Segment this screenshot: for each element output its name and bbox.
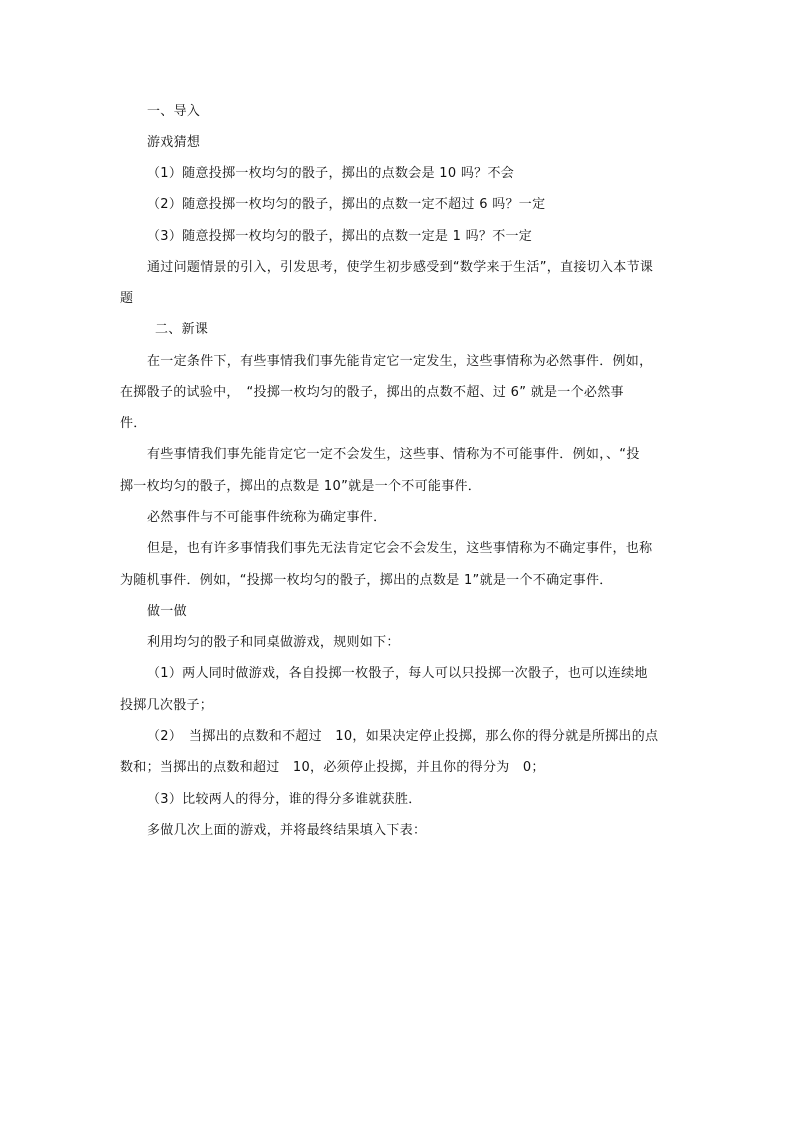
activity-intro: 利用均匀的骰子和同桌做游戏，规则如下： xyxy=(147,635,400,650)
game-guess-title: 游戏猜想 xyxy=(147,135,201,150)
definite-event-line: 必然事件与不可能事件统称为确定事件． xyxy=(147,510,387,525)
rule-1-line-2: 投掷几次骰子； xyxy=(120,698,214,713)
intro-paragraph-line-2: 题 xyxy=(120,291,134,306)
rule-3: （3）比较两人的得分，谁的得分多谁就获胜． xyxy=(147,792,422,807)
intro-paragraph-line-1: 通过问题情景的引入，引发思考，使学生初步感受到“数学来于生活”，直接切入本节课 xyxy=(147,260,654,275)
section-heading-new-lesson: 二、新课 xyxy=(155,322,209,337)
closing-instruction: 多做几次上面的游戏，并将最终结果填入下表： xyxy=(147,823,427,838)
section-heading-intro: 一、导入 xyxy=(147,104,201,119)
rule-2-line-2: 数和；当掷出的点数和超过 10，必须停止投掷，并且你的得分为 0； xyxy=(120,760,545,775)
guess-item-3: （3）随意投掷一枚均匀的骰子，掷出的点数一定是 1 吗？不一定 xyxy=(147,229,533,244)
uncertain-event-line-1: 但是，也有许多事情我们事先无法肯定它会不会发生，这些事情称为不确定事件，也称 xyxy=(147,541,653,556)
guess-item-1: （1）随意投掷一枚均匀的骰子，掷出的点数会是 10 吗？不会 xyxy=(147,166,515,181)
rule-1-line-1: （1）两人同时做游戏，各自投掷一枚骰子，每人可以只投掷一次骰子，也可以连续地 xyxy=(147,666,648,681)
rule-2-line-1: （2） 当掷出的点数和不超过 10，如果决定停止投掷，那么你的得分就是所掷出的点 xyxy=(147,729,659,744)
impossible-event-line-1: 有些事情我们事先能肯定它一定不会发生，这些事、情称为不可能事件．例如，、“投 xyxy=(147,447,640,462)
certain-event-line-2: 在掷骰子的试验中， “投掷一枚均匀的骰子，掷出的点数不超、过 6” 就是一个必然事 xyxy=(120,385,624,400)
uncertain-event-line-2: 为随机事件．例如，“投掷一枚均匀的骰子，掷出的点数是 1”就是一个不确定事件． xyxy=(120,573,613,588)
certain-event-line-3: 件． xyxy=(120,416,147,431)
certain-event-line-1: 在一定条件下，有些事情我们事先能肯定它一定发生，这些事情称为必然事件．例如， xyxy=(147,354,653,369)
impossible-event-line-2: 掷一枚均匀的骰子，掷出的点数是 10”就是一个不可能事件． xyxy=(120,479,482,494)
activity-title: 做一做 xyxy=(147,604,187,619)
guess-item-2: （2）随意投掷一枚均匀的骰子，掷出的点数一定不超过 6 吗？一定 xyxy=(147,197,546,212)
